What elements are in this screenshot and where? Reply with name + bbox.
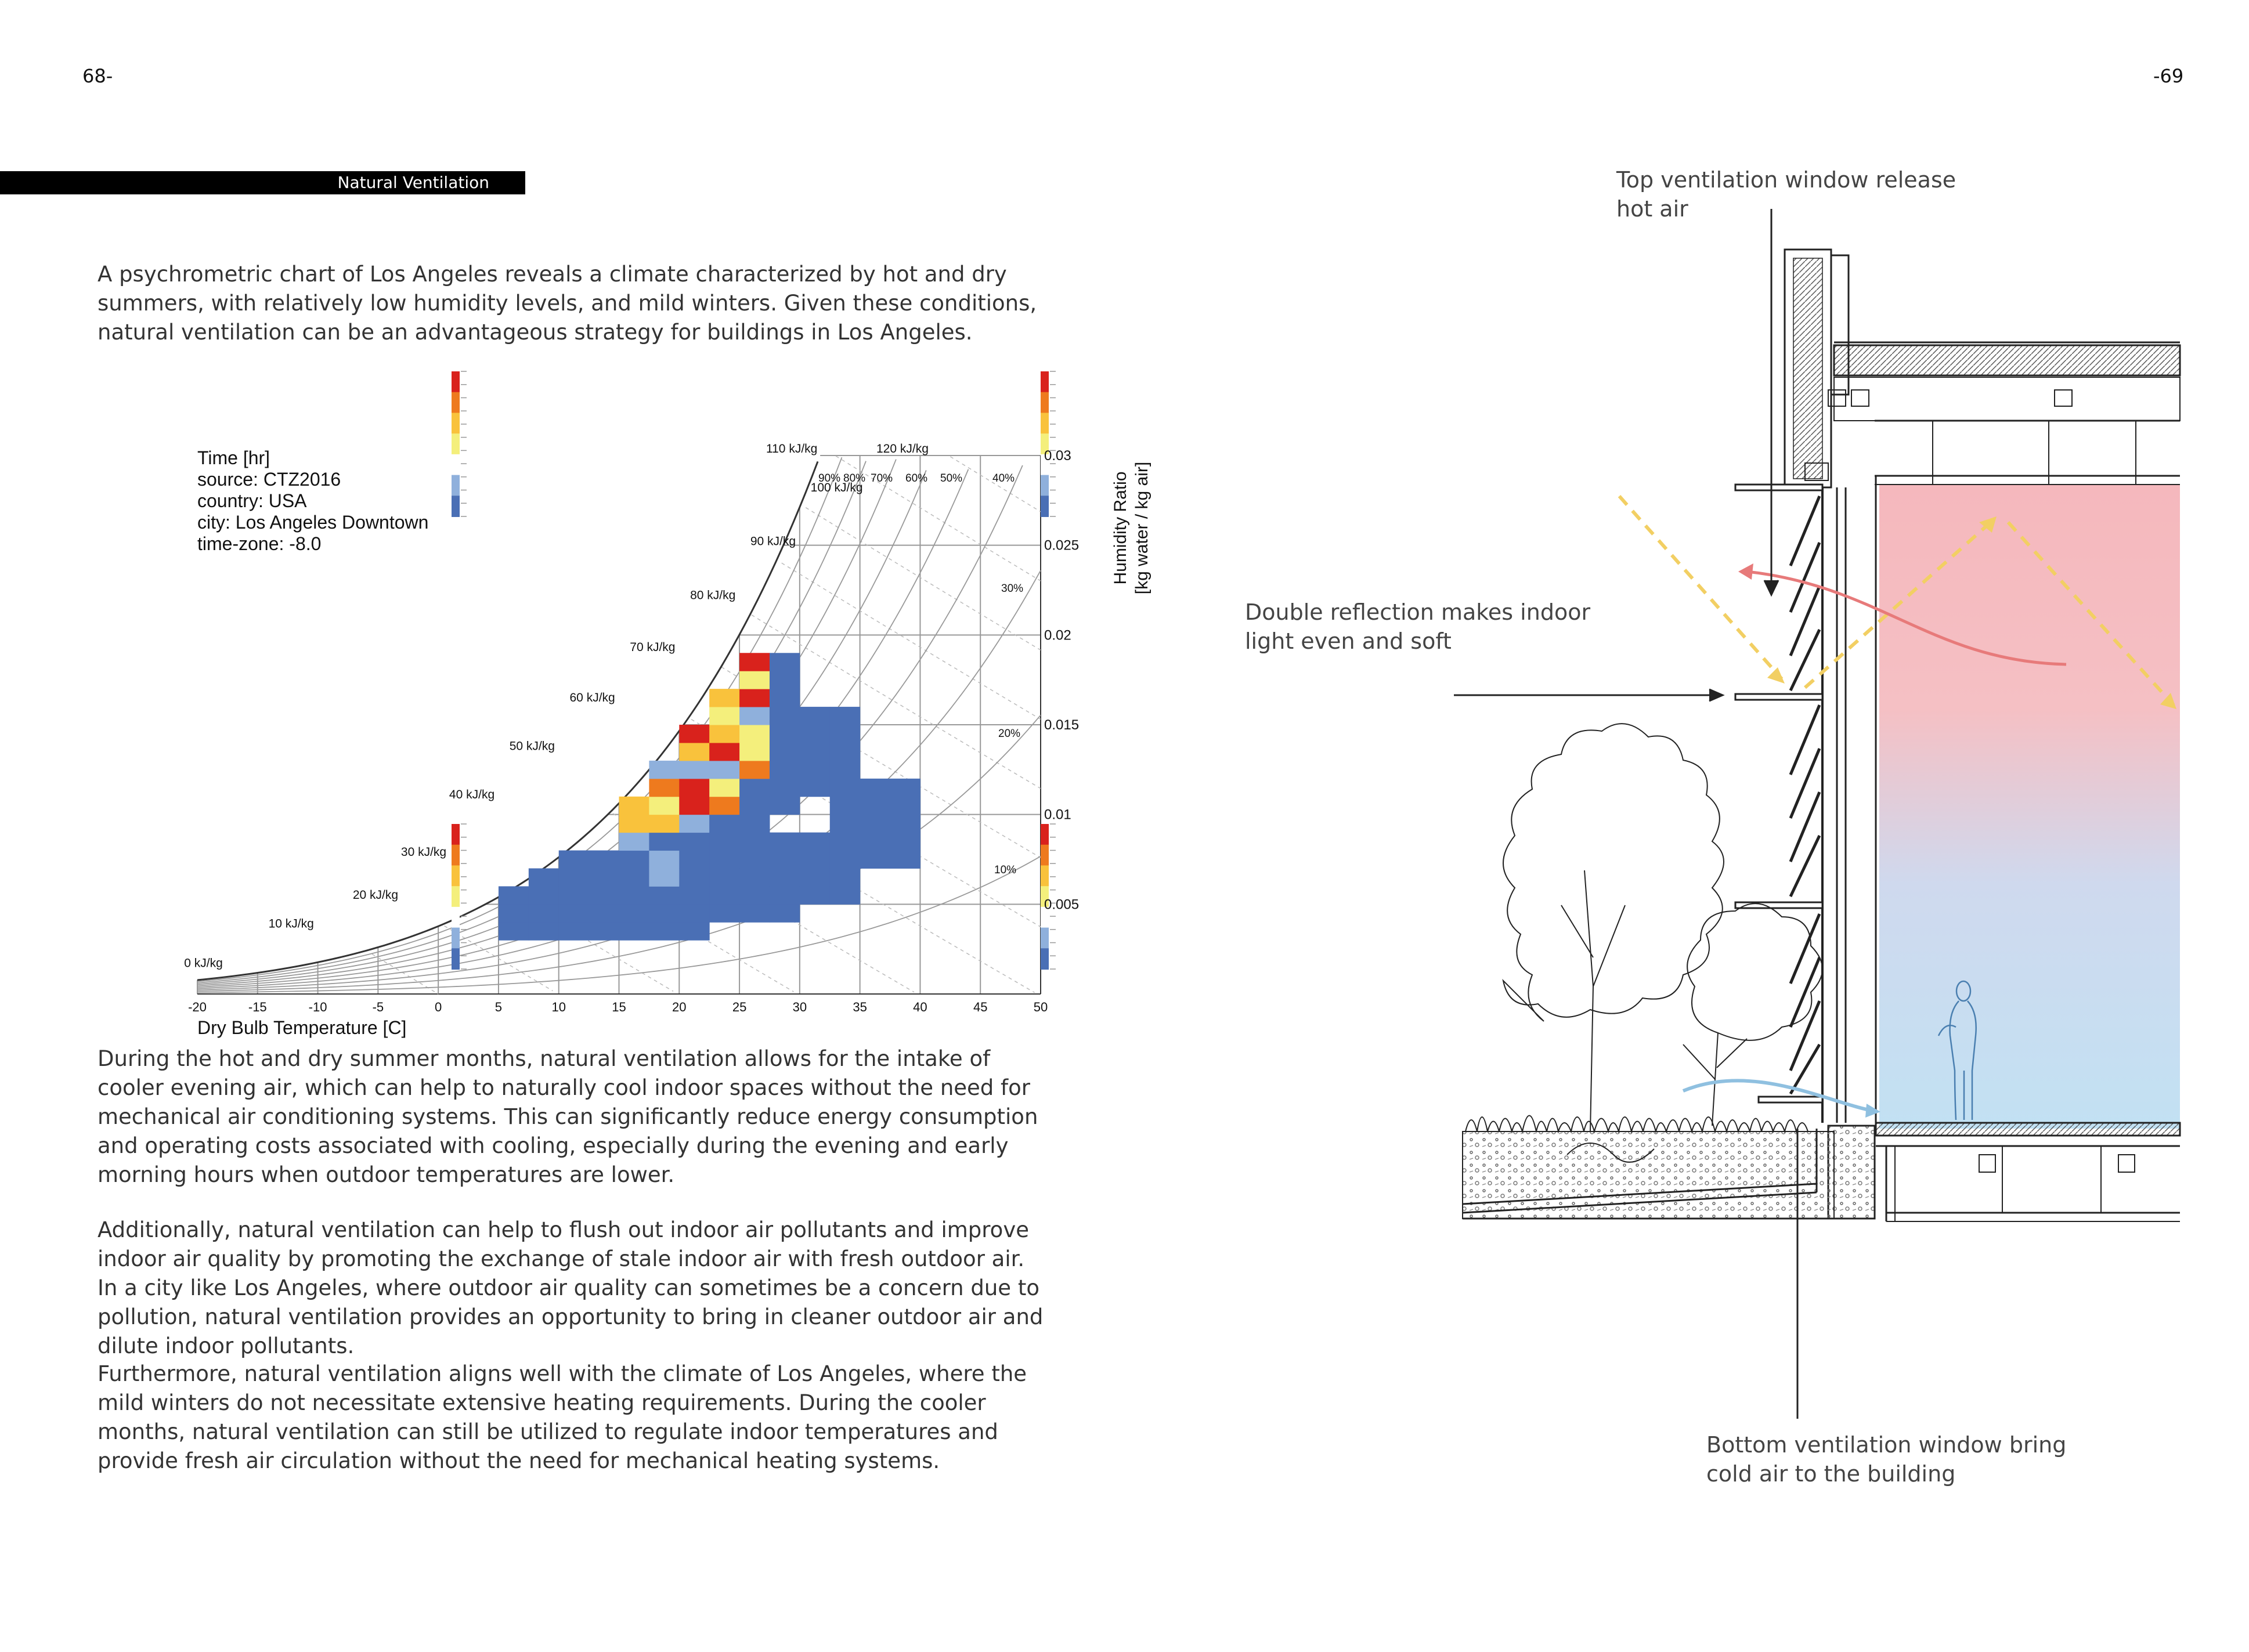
- heatmap-cell: [860, 833, 890, 851]
- legend-swatch: [452, 948, 460, 970]
- heatmap-cell: [679, 922, 709, 940]
- legend-swatch: [452, 928, 460, 949]
- heatmap-cell: [830, 761, 860, 779]
- heatmap-cell: [679, 743, 709, 761]
- heatmap-cell: [619, 904, 649, 922]
- heatmap-cell: [770, 761, 800, 779]
- enthalpy-label: 90 kJ/kg: [750, 534, 796, 548]
- facade-mullions: [1822, 476, 1876, 1123]
- heatmap-cell: [709, 815, 739, 833]
- heatmap-cell: [499, 904, 529, 922]
- chart-info-line: time-zone: -8.0: [197, 533, 322, 554]
- tree: [1503, 724, 1822, 1132]
- legend-swatch: [1041, 824, 1049, 845]
- heatmap-cell: [860, 815, 890, 833]
- heatmap-cell: [739, 653, 770, 671]
- heatmap-cell: [770, 904, 800, 922]
- heatmap-cell: [709, 689, 739, 707]
- heatmap-cell: [830, 725, 860, 743]
- heatmap-cell: [679, 779, 709, 797]
- heatmap-cell: [649, 797, 679, 815]
- y-tick-label: 0.02: [1044, 627, 1071, 644]
- x-tick-label: 30: [792, 1000, 807, 1014]
- heatmap-cell: [739, 779, 770, 797]
- enthalpy-label: 120 kJ/kg: [876, 442, 929, 456]
- heatmap-cell: [890, 851, 920, 869]
- heatmap-cell: [770, 833, 800, 851]
- heatmap-cell: [709, 868, 739, 886]
- floor-slab: [1828, 1123, 2180, 1221]
- heatmap-cell: [649, 815, 679, 833]
- body-paragraph-3: Furthermore, natural ventilation aligns well with the climate of Los Angeles, where the mild winters do not necessitate extensive heating requirements. During the cooler months, natural ventilation can still be utilized to regulate indoor temperatures and provide fresh air circulation without the need for mechanical heating systems.: [98, 1361, 1027, 1473]
- heatmap-cell: [679, 815, 709, 833]
- heatmap-cell: [800, 761, 830, 779]
- heatmap-cell: [529, 904, 559, 922]
- heatmap-cell: [709, 761, 739, 779]
- x-tick-label: -5: [372, 1000, 384, 1014]
- heatmap-cell: [739, 671, 770, 689]
- x-tick-label: -10: [308, 1000, 327, 1014]
- chart-info-line: source: CTZ2016: [197, 469, 341, 490]
- x-tick-label: 15: [612, 1000, 626, 1014]
- heatmap-cell: [589, 904, 619, 922]
- color-legend-1: [452, 371, 467, 517]
- heatmap-cell: [589, 886, 619, 904]
- heatmap-cell: [830, 851, 860, 869]
- heatmap-cell: [709, 851, 739, 869]
- heatmap-cell: [770, 725, 800, 743]
- heatmap-cell: [649, 886, 679, 904]
- legend-swatch: [452, 907, 460, 928]
- heatmap-cell: [830, 868, 860, 886]
- heatmap-cell: [499, 886, 529, 904]
- enthalpy-label: 30 kJ/kg: [400, 845, 447, 859]
- heatmap-cell: [619, 922, 649, 940]
- rh-label: 10%: [994, 864, 1017, 876]
- heatmap-cell: [800, 743, 830, 761]
- heatmap-cell: [709, 743, 739, 761]
- y-tick-label: 0.01: [1044, 807, 1071, 823]
- heatmap-cell: [770, 743, 800, 761]
- x-tick-label: 45: [973, 1000, 988, 1014]
- heatmap-cell: [619, 851, 649, 869]
- heatmap-cell: [800, 707, 830, 725]
- enthalpy-label: 50 kJ/kg: [509, 739, 555, 753]
- enthalpy-label: 70 kJ/kg: [630, 641, 676, 655]
- legend-swatch: [452, 865, 460, 887]
- heatmap-cell: [649, 779, 679, 797]
- legend-swatch: [1041, 413, 1049, 434]
- heatmap-cell: [709, 886, 739, 904]
- heatmap-cell: [739, 833, 770, 851]
- heatmap-cell: [739, 689, 770, 707]
- heatmap-cell: [589, 851, 619, 869]
- intro-paragraph: A psychrometric chart of Los Angeles reveals a climate characterized by hot and dry summers, with relatively low humidity levels, and mild winters. Given these conditions, natural ventilation can be an advantageous strategy for buildings in Los Angeles.: [98, 262, 1037, 345]
- heatmap-cell: [739, 761, 770, 779]
- x-tick-label: 20: [672, 1000, 687, 1014]
- chart-info-line: Time [hr]: [197, 447, 270, 468]
- heatmap-cell: [800, 886, 830, 904]
- heatmap-cell: [679, 851, 709, 869]
- legend-swatch: [1041, 865, 1049, 887]
- legend-swatch: [452, 886, 460, 908]
- y-tick-label: 0.025: [1044, 537, 1080, 554]
- heatmap-cell: [649, 833, 679, 851]
- heatmap-cell: [739, 797, 770, 815]
- heatmap-cell: [619, 833, 649, 851]
- y-tick-label: 0.03: [1044, 448, 1071, 464]
- heatmap-cell: [529, 886, 559, 904]
- legend-swatch: [1041, 475, 1049, 497]
- legend-swatch: [1041, 845, 1049, 866]
- heatmap-cell: [860, 851, 890, 869]
- chart-info-line: country: USA: [197, 490, 307, 511]
- x-tick-label: -15: [248, 1000, 267, 1014]
- heatmap-cell: [649, 904, 679, 922]
- legend-swatch: [452, 454, 460, 476]
- rh-label: 90%: [818, 472, 841, 485]
- legend-swatch: [452, 433, 460, 455]
- heatmap-cell: [860, 797, 890, 815]
- heatmap-cell: [800, 779, 830, 797]
- heatmap-cell: [739, 725, 770, 743]
- rh-label: 50%: [940, 472, 963, 485]
- enthalpy-label: 60 kJ/kg: [569, 691, 615, 704]
- x-tick-label: 10: [551, 1000, 566, 1014]
- y-tick-label: 0.015: [1044, 717, 1080, 733]
- enthalpy-label: 110 kJ/kg: [766, 442, 818, 456]
- enthalpy-label: 20 kJ/kg: [352, 888, 399, 902]
- psychrometric-chart: [180, 366, 1178, 1050]
- heatmap-cell: [890, 833, 920, 851]
- heatmap-cell: [709, 904, 739, 922]
- heatmap-cell: [589, 868, 619, 886]
- annotation-leaders: [1454, 209, 1797, 1419]
- chart-heatmap: [499, 653, 920, 940]
- chart-info-line: city: Los Angeles Downtown: [197, 512, 429, 533]
- heatmap-cell: [589, 922, 619, 940]
- heatmap-cell: [770, 851, 800, 869]
- legend-swatch: [452, 413, 460, 434]
- heatmap-cell: [770, 868, 800, 886]
- heatmap-cell: [559, 904, 589, 922]
- heatmap-cell: [559, 922, 589, 940]
- heatmap-cell: [619, 815, 649, 833]
- y-tick-label: 0.005: [1044, 897, 1080, 913]
- heatmap-cell: [649, 851, 679, 869]
- legend-swatch: [452, 371, 460, 393]
- legend-swatch: [1041, 392, 1049, 414]
- heatmap-cell: [800, 725, 830, 743]
- heatmap-cell: [619, 886, 649, 904]
- rh-label: 80%: [843, 472, 866, 485]
- x-tick-label: 0: [435, 1000, 442, 1014]
- heatmap-cell: [830, 833, 860, 851]
- heatmap-cell: [739, 743, 770, 761]
- x-tick-label: -20: [188, 1000, 207, 1014]
- heatmap-cell: [649, 761, 679, 779]
- rh-label: 70%: [871, 472, 893, 485]
- chart-labels: [184, 442, 1151, 1038]
- heatmap-cell: [529, 922, 559, 940]
- heatmap-cell: [890, 797, 920, 815]
- legend-swatch: [452, 475, 460, 497]
- heatmap-cell: [679, 904, 709, 922]
- heatmap-cell: [709, 779, 739, 797]
- rh-label: 20%: [998, 728, 1021, 740]
- heatmap-cell: [770, 797, 800, 815]
- heatmap-cell: [770, 886, 800, 904]
- body-paragraph-1: During the hot and dry summer months, natural ventilation allows for the intake of cooler evening air, which can help to naturally cool indoor spaces without the need for mechanical air conditioning systems. This can significantly reduce energy consumption and operating costs associated with cooling, especially during the evening and early morning hours when outdoor temperatures are lower.: [98, 1046, 1038, 1187]
- heatmap-cell: [679, 797, 709, 815]
- heatmap-cell: [649, 868, 679, 886]
- enthalpy-line: [806, 508, 1041, 650]
- label-double-reflection: Double reflection makes indoor light even and soft: [1245, 599, 1591, 654]
- page-number-right: -69: [2153, 65, 2184, 87]
- color-legend-3: [452, 824, 467, 970]
- enthalpy-label: 100 kJ/kg: [810, 480, 863, 494]
- legend-swatch: [1041, 496, 1049, 517]
- heatmap-cell: [559, 868, 589, 886]
- heatmap-cell: [709, 707, 739, 725]
- legend-swatch: [1041, 948, 1049, 970]
- heatmap-cell: [830, 797, 860, 815]
- heatmap-cell: [739, 886, 770, 904]
- enthalpy-label: 10 kJ/kg: [268, 917, 314, 931]
- heatmap-cell: [800, 868, 830, 886]
- enthalpy-label: 0 kJ/kg: [184, 956, 223, 970]
- heatmap-cell: [649, 922, 679, 940]
- heatmap-cell: [679, 833, 709, 851]
- heatmap-cell: [739, 815, 770, 833]
- roof-structure: [1828, 342, 2180, 485]
- enthalpy-label: 80 kJ/kg: [690, 588, 736, 602]
- legend-swatch: [452, 824, 460, 845]
- heatmap-cell: [890, 779, 920, 797]
- legend-swatch: [1041, 371, 1049, 393]
- heatmap-cell: [800, 851, 830, 869]
- legend-swatch: [452, 496, 460, 517]
- heatmap-cell: [830, 743, 860, 761]
- heatmap-cell: [830, 779, 860, 797]
- heatmap-cell: [559, 851, 589, 869]
- heatmap-cell: [709, 797, 739, 815]
- heatmap-cell: [800, 833, 830, 851]
- legend-swatch: [452, 392, 460, 414]
- heatmap-cell: [739, 851, 770, 869]
- color-legend-2: [1041, 371, 1056, 517]
- x-tick-label: 50: [1033, 1000, 1048, 1014]
- heatmap-cell: [739, 707, 770, 725]
- heatmap-cell: [559, 886, 589, 904]
- x-tick-label: 5: [494, 1000, 503, 1014]
- x-axis-label: Dry Bulb Temperature [C]: [197, 1017, 407, 1038]
- x-tick-label: 25: [732, 1000, 747, 1014]
- heatmap-cell: [529, 868, 559, 886]
- heatmap-cell: [679, 725, 709, 743]
- heatmap-cell: [739, 904, 770, 922]
- legend-swatch: [452, 845, 460, 866]
- heatmap-cell: [770, 689, 800, 707]
- y-axis-label-1: Humidity Ratio: [1111, 471, 1130, 585]
- heatmap-cell: [770, 707, 800, 725]
- ground: [1463, 1129, 1834, 1219]
- heatmap-cell: [830, 886, 860, 904]
- heatmap-cell: [679, 868, 709, 886]
- heatmap-cell: [830, 707, 860, 725]
- x-tick-label: 40: [913, 1000, 927, 1014]
- label-top-ventilation: Top ventilation window release hot air: [1616, 167, 1956, 222]
- body-paragraph-2: Additionally, natural ventilation can help to flush out indoor air pollutants and improve indoor air quality by promoting the exchange of stale indoor air with fresh outdoor air. In a city like Los Angeles, where outdoor air quality can sometimes be a concern due to pollution, natural ventilation provides an opportunity to bring in cleaner outdoor air and dilute indoor pollutants.: [98, 1217, 1044, 1358]
- heatmap-cell: [770, 653, 800, 671]
- heatmap-cell: [830, 815, 860, 833]
- heatmap-cell: [770, 671, 800, 689]
- heatmap-cell: [619, 868, 649, 886]
- heatmap-cell: [890, 815, 920, 833]
- heatmap-cell: [619, 797, 649, 815]
- heatmap-cell: [860, 779, 890, 797]
- enthalpy-label: 40 kJ/kg: [449, 787, 495, 801]
- heatmap-cell: [770, 779, 800, 797]
- heatmap-cell: [709, 833, 739, 851]
- facade-section-diagram: [1445, 157, 2200, 1491]
- rh-label: 60%: [905, 472, 928, 485]
- x-tick-label: 35: [853, 1000, 867, 1014]
- rh-label: 30%: [1001, 583, 1024, 595]
- y-axis-label-2: [kg water / kg air]: [1132, 461, 1151, 595]
- section-tag-bar: [0, 171, 525, 194]
- label-bottom-ventilation: Bottom ventilation window bring cold air to the building: [1706, 1432, 2067, 1487]
- heatmap-cell: [709, 725, 739, 743]
- heatmap-cell: [739, 868, 770, 886]
- section-tag: Natural Ventilation: [337, 173, 489, 192]
- heatmap-cell: [679, 761, 709, 779]
- page-number-left: 68-: [82, 65, 113, 87]
- rh-label: 40%: [992, 472, 1015, 485]
- legend-swatch: [1041, 928, 1049, 949]
- heatmap-cell: [679, 886, 709, 904]
- heatmap-cell: [499, 922, 529, 940]
